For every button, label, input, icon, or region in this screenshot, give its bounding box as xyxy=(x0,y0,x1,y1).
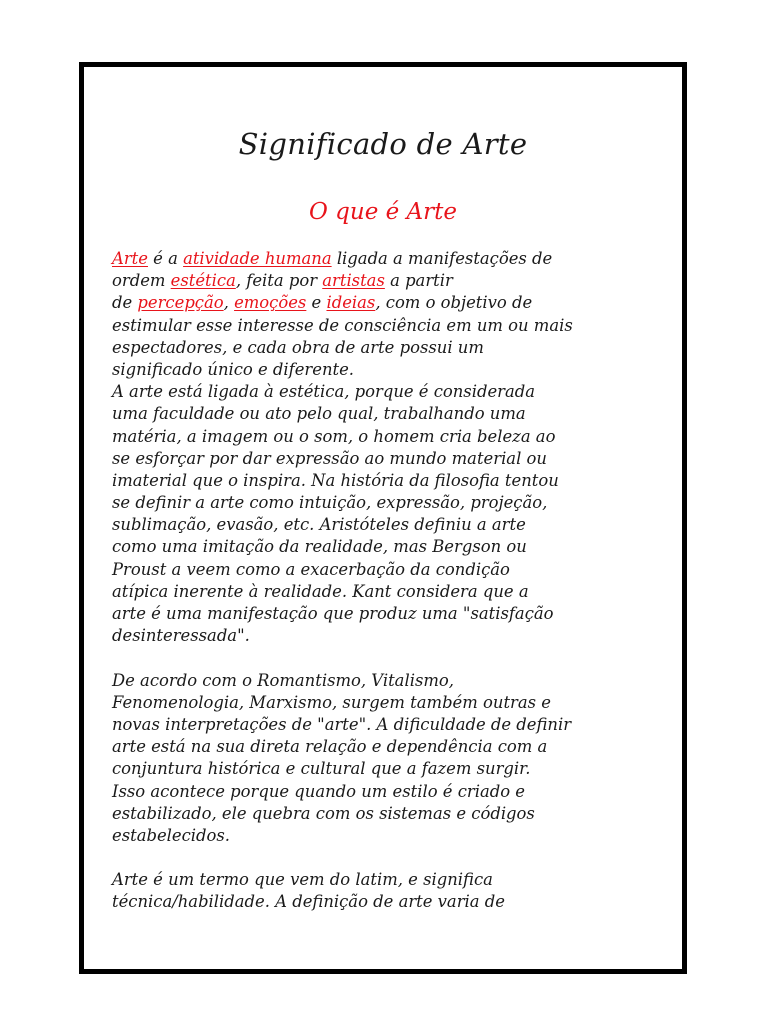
body-line: significado único e diferente. xyxy=(112,359,355,379)
document-page xyxy=(79,62,687,974)
text-run: ordem xyxy=(112,271,171,291)
keyword-link-artistas[interactable]: artistas xyxy=(322,271,385,291)
text-run: de xyxy=(112,293,138,313)
body-line: arte é uma manifestação que produz uma "satisfação xyxy=(112,604,554,623)
body-line: matéria, a imagem ou o som, o homem cria beleza ao xyxy=(112,426,556,446)
body-line: Isso acontece porque quando um estilo é criado e xyxy=(112,781,526,801)
body-line: técnica/habilidade. A definição de arte varia de xyxy=(112,892,505,912)
body-line: arte está na sua direta relação e dependência com a xyxy=(112,737,548,757)
text-run: , xyxy=(223,293,235,313)
body-line xyxy=(112,270,668,292)
keyword-link-atividade-humana[interactable]: atividade humana xyxy=(183,249,332,268)
body-line: se esforçar por dar expressão ao mundo material ou xyxy=(112,448,547,468)
document-body xyxy=(112,248,668,914)
body-line: Fenomenologia, Marxismo, surgem também outras e xyxy=(112,692,551,712)
body-line: se definir a arte como intuição, expressão, projeção, xyxy=(112,493,548,513)
body-line xyxy=(112,248,668,270)
paragraph-gap xyxy=(112,647,668,669)
text-run: e xyxy=(306,293,327,313)
paragraph-gap xyxy=(112,847,668,869)
text-run: é a xyxy=(147,249,184,268)
document-subtitle: O que é Arte xyxy=(308,199,457,225)
body-line: novas interpretações de "arte". A dificuldade de definir xyxy=(112,714,572,734)
body-line: desinteressada". xyxy=(112,626,250,646)
keyword-link-estetica[interactable]: estética xyxy=(170,271,236,291)
body-line: conjuntura histórica e cultural que a fazem surgir. xyxy=(112,759,531,779)
body-line: Proust a veem como a exacerbação da condição xyxy=(112,559,510,579)
keyword-link-emocoes[interactable]: emoções xyxy=(234,293,307,313)
body-line: como uma imitação da realidade, mas Bergson ou xyxy=(112,537,527,557)
body-line: atípica inerente à realidade. Kant considera que a xyxy=(112,581,529,601)
text-run: a partir xyxy=(384,271,453,291)
body-line: De acordo com o Romantismo, Vitalismo, xyxy=(112,670,454,690)
text-run: , com o objetivo de xyxy=(375,293,533,313)
body-line: A arte está ligada à estética, porque é considerada xyxy=(112,382,536,402)
body-line: sublimação, evasão, etc. Aristóteles definiu a arte xyxy=(112,515,526,535)
body-line: Arte é um termo que vem do latim, e significa xyxy=(112,870,493,890)
keyword-link-percepcao[interactable]: percepção xyxy=(137,293,224,313)
body-line: uma faculdade ou ato pelo qual, trabalhando uma xyxy=(112,404,526,424)
body-line: estabilizado, ele quebra com os sistemas e códigos xyxy=(112,803,535,823)
keyword-link-arte[interactable]: Arte xyxy=(112,249,148,268)
body-line: estabelecidos. xyxy=(112,825,231,845)
keyword-link-ideias[interactable]: ideias xyxy=(326,293,376,313)
body-line xyxy=(112,292,668,314)
text-run: ligada a manifestações de xyxy=(331,249,553,268)
text-run: , feita por xyxy=(235,271,323,291)
body-line: imaterial que o inspira. Na história da filosofia tentou xyxy=(112,470,559,490)
body-line: estimular esse interesse de consciência em um ou mais xyxy=(112,315,573,335)
body-line: espectadores, e cada obra de arte possui um xyxy=(112,337,484,357)
document-title: Significado de Arte xyxy=(238,127,528,161)
